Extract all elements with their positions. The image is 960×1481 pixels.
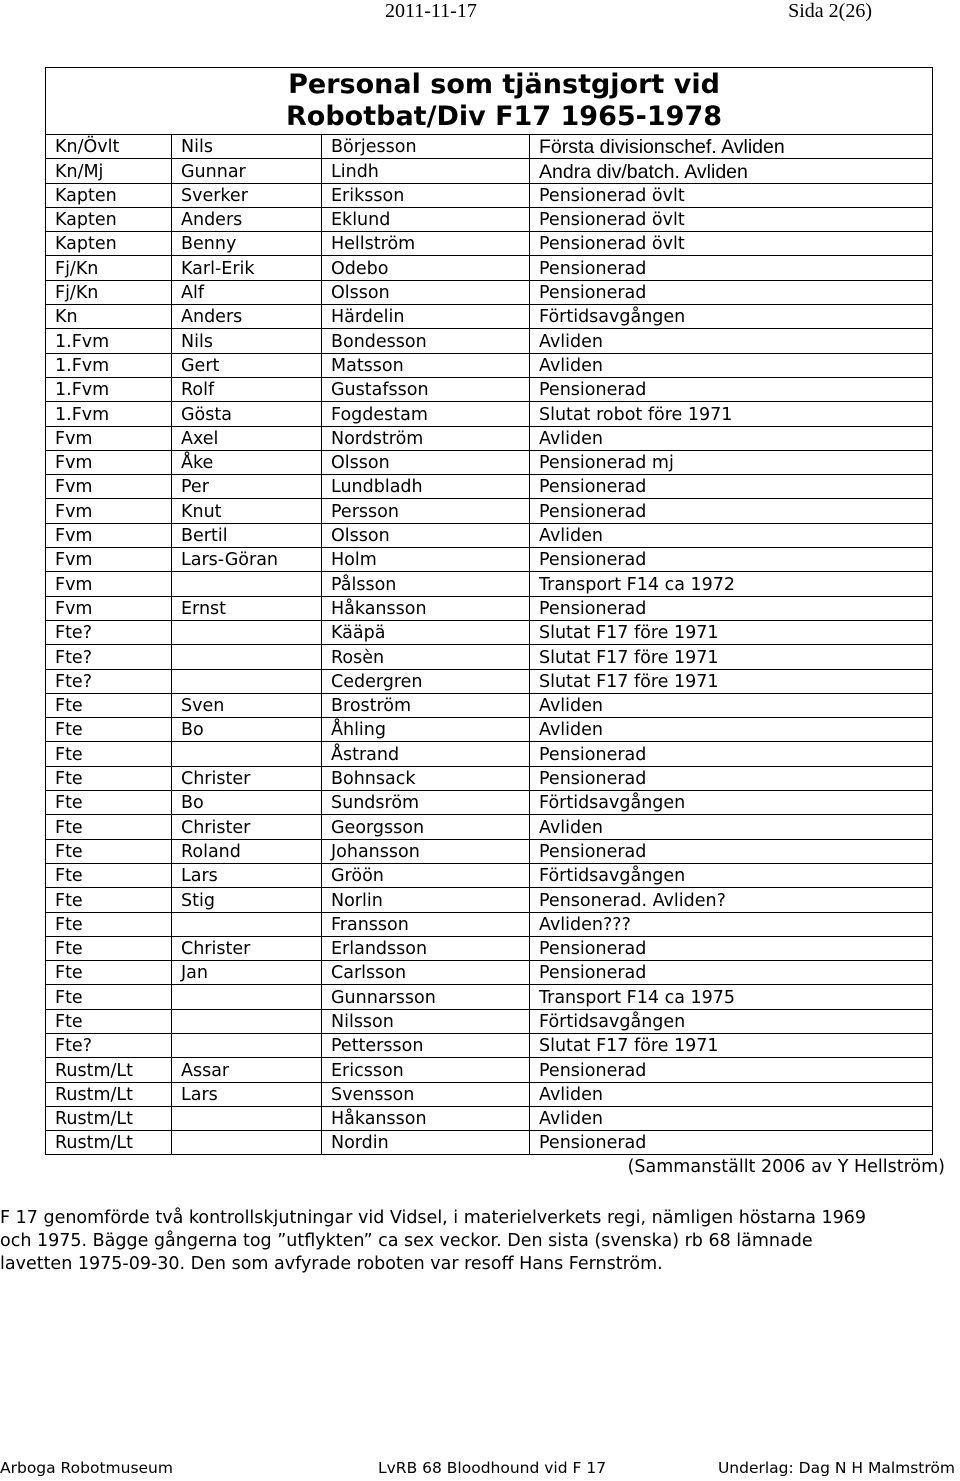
- table-row: [46, 645, 933, 669]
- cell-rank: Fvm: [46, 426, 172, 450]
- cell-note: Pensionerad: [530, 280, 933, 304]
- cell-last-name: Svensson: [322, 1082, 530, 1106]
- table-row: [46, 232, 933, 256]
- cell-first-name: [172, 912, 322, 936]
- cell-rank: Kn/Övlt: [46, 135, 172, 159]
- cell-note: Slutat F17 före 1971: [530, 1033, 933, 1057]
- cell-note: Pensonerad. Avliden?: [530, 888, 933, 912]
- cell-last-name: Fransson: [322, 912, 530, 936]
- table-row: [46, 888, 933, 912]
- cell-rank: Fte: [46, 718, 172, 742]
- cell-rank: Fte: [46, 839, 172, 863]
- table-row: [46, 936, 933, 960]
- table-row: [46, 669, 933, 693]
- cell-last-name: Kääpä: [322, 620, 530, 644]
- cell-rank: 1.Fvm: [46, 329, 172, 353]
- cell-note: Pensionerad: [530, 256, 933, 280]
- table-row: [46, 912, 933, 936]
- table-row: [46, 766, 933, 790]
- cell-rank: Fj/Kn: [46, 256, 172, 280]
- cell-note: Pensionerad: [530, 377, 933, 401]
- cell-last-name: Matsson: [322, 353, 530, 377]
- cell-note: Avliden: [530, 329, 933, 353]
- cell-rank: 1.Fvm: [46, 402, 172, 426]
- cell-last-name: Bondesson: [322, 329, 530, 353]
- table-row: [46, 693, 933, 717]
- table-row: [46, 353, 933, 377]
- footer-right: Underlag: Dag N H Malmström: [717, 1459, 955, 1477]
- table-row: [46, 718, 933, 742]
- cell-rank: Kn: [46, 305, 172, 329]
- cell-rank: Fte: [46, 766, 172, 790]
- table-row: [46, 280, 933, 304]
- cell-first-name: [172, 985, 322, 1009]
- cell-note: Slutat F17 före 1971: [530, 669, 933, 693]
- cell-rank: Fte: [46, 791, 172, 815]
- paragraph-line: och 1975. Bägge gångerna tog ”utflykten” ca sex veckor. Den sista (svenska) rb 68 lämnade: [0, 1231, 813, 1251]
- cell-first-name: Christer: [172, 815, 322, 839]
- table-row: [46, 572, 933, 596]
- table-row: [46, 839, 933, 863]
- cell-rank: Fte: [46, 742, 172, 766]
- cell-note: Pensionerad: [530, 936, 933, 960]
- table-row: [46, 1009, 933, 1033]
- cell-first-name: Nils: [172, 329, 322, 353]
- cell-note: Pensionerad: [530, 596, 933, 620]
- cell-note: Förtidsavgången: [530, 1009, 933, 1033]
- cell-first-name: Lars: [172, 863, 322, 887]
- cell-rank: Fte: [46, 863, 172, 887]
- cell-note: Pensionerad: [530, 1131, 933, 1155]
- table-row: [46, 1106, 933, 1130]
- cell-rank: Fvm: [46, 596, 172, 620]
- cell-first-name: Bertil: [172, 523, 322, 547]
- body-paragraph: [0, 1207, 960, 1276]
- table-row: [46, 863, 933, 887]
- cell-note: Pensionerad: [530, 839, 933, 863]
- table-row: [46, 305, 933, 329]
- cell-first-name: [172, 669, 322, 693]
- title-line: Robotbat/Div F17 1965-1978: [286, 101, 723, 132]
- cell-last-name: Nilsson: [322, 1009, 530, 1033]
- cell-last-name: Håkansson: [322, 1106, 530, 1130]
- cell-note: Första divisionschef. Avliden: [530, 135, 933, 159]
- cell-note: Pensionerad: [530, 961, 933, 985]
- table-row: [46, 450, 933, 474]
- cell-note: Förtidsavgången: [530, 305, 933, 329]
- cell-first-name: [172, 572, 322, 596]
- cell-note: Andra div/batch. Avliden: [530, 159, 933, 183]
- cell-rank: Rustm/Lt: [46, 1082, 172, 1106]
- cell-rank: Fvm: [46, 475, 172, 499]
- cell-last-name: Gunnarsson: [322, 985, 530, 1009]
- cell-rank: Fvm: [46, 523, 172, 547]
- cell-rank: 1.Fvm: [46, 377, 172, 401]
- cell-rank: Fvm: [46, 548, 172, 572]
- cell-note: Avliden: [530, 693, 933, 717]
- cell-note: Avliden: [530, 426, 933, 450]
- cell-note: Pensionerad övlt: [530, 183, 933, 207]
- table-row: [46, 475, 933, 499]
- table-row: [46, 256, 933, 280]
- cell-last-name: Fogdestam: [322, 402, 530, 426]
- cell-rank: Kapten: [46, 232, 172, 256]
- cell-last-name: Rosèn: [322, 645, 530, 669]
- footer-center: LvRB 68 Bloodhound vid F 17: [378, 1459, 607, 1477]
- cell-first-name: Jan: [172, 961, 322, 985]
- table-row: [46, 815, 933, 839]
- cell-note: Avliden: [530, 815, 933, 839]
- cell-last-name: Pålsson: [322, 572, 530, 596]
- cell-note: Avliden: [530, 523, 933, 547]
- cell-first-name: Benny: [172, 232, 322, 256]
- cell-last-name: Bohnsack: [322, 766, 530, 790]
- cell-last-name: Holm: [322, 548, 530, 572]
- cell-note: Pensionerad: [530, 742, 933, 766]
- compiled-by-credit: (Sammanställt 2006 av Y Hellström): [627, 1157, 945, 1177]
- cell-rank: Fte: [46, 693, 172, 717]
- paragraph-line: F 17 genomförde två kontrollskjutningar vid Vidsel, i materielverkets regi, nämligen höstarna 1969: [0, 1208, 867, 1228]
- cell-rank: Fvm: [46, 572, 172, 596]
- cell-rank: Fvm: [46, 450, 172, 474]
- personnel-table: [45, 67, 933, 1155]
- cell-first-name: [172, 645, 322, 669]
- cell-first-name: Nils: [172, 135, 322, 159]
- cell-rank: Fte: [46, 815, 172, 839]
- cell-note: Avliden???: [530, 912, 933, 936]
- page-title: [46, 68, 933, 135]
- cell-last-name: Sundsröm: [322, 791, 530, 815]
- cell-last-name: Eklund: [322, 207, 530, 231]
- cell-note: Pensionerad: [530, 548, 933, 572]
- cell-rank: Fj/Kn: [46, 280, 172, 304]
- cell-first-name: Anders: [172, 207, 322, 231]
- cell-first-name: Rolf: [172, 377, 322, 401]
- cell-last-name: Gröön: [322, 863, 530, 887]
- cell-rank: Kapten: [46, 183, 172, 207]
- cell-rank: Fte?: [46, 645, 172, 669]
- cell-note: Avliden: [530, 718, 933, 742]
- cell-note: Slutat robot före 1971: [530, 402, 933, 426]
- cell-last-name: Lundbladh: [322, 475, 530, 499]
- cell-rank: Fte?: [46, 1033, 172, 1057]
- cell-note: Avliden: [530, 1082, 933, 1106]
- table-row: [46, 1082, 933, 1106]
- cell-note: Slutat F17 före 1971: [530, 620, 933, 644]
- cell-first-name: Sven: [172, 693, 322, 717]
- cell-first-name: [172, 1106, 322, 1130]
- cell-note: Transport F14 ca 1975: [530, 985, 933, 1009]
- cell-last-name: Nordin: [322, 1131, 530, 1155]
- cell-last-name: Håkansson: [322, 596, 530, 620]
- cell-note: Avliden: [530, 1106, 933, 1130]
- cell-first-name: [172, 1131, 322, 1155]
- cell-last-name: Gustafsson: [322, 377, 530, 401]
- cell-rank: Rustm/Lt: [46, 1131, 172, 1155]
- cell-last-name: Broström: [322, 693, 530, 717]
- paragraph-line: lavetten 1975-09-30. Den som avfyrade roboten var resoff Hans Fernström.: [0, 1254, 663, 1274]
- cell-rank: Fte?: [46, 620, 172, 644]
- cell-last-name: Odebo: [322, 256, 530, 280]
- cell-last-name: Persson: [322, 499, 530, 523]
- table-row: [46, 548, 933, 572]
- cell-first-name: Christer: [172, 936, 322, 960]
- cell-first-name: Lars-Göran: [172, 548, 322, 572]
- cell-last-name: Olsson: [322, 280, 530, 304]
- table-row: [46, 377, 933, 401]
- table-row: [46, 523, 933, 547]
- table-row: [46, 329, 933, 353]
- cell-first-name: Bo: [172, 718, 322, 742]
- cell-first-name: [172, 1033, 322, 1057]
- cell-first-name: Ernst: [172, 596, 322, 620]
- cell-first-name: Gösta: [172, 402, 322, 426]
- cell-first-name: Roland: [172, 839, 322, 863]
- cell-last-name: Lindh: [322, 159, 530, 183]
- table-row: [46, 159, 933, 183]
- cell-rank: Fte?: [46, 669, 172, 693]
- cell-rank: Fte: [46, 936, 172, 960]
- table-row: [46, 1131, 933, 1155]
- cell-note: Slutat F17 före 1971: [530, 645, 933, 669]
- cell-rank: Fte: [46, 961, 172, 985]
- header-page-number: Sida 2(26): [788, 0, 872, 22]
- table-row: [46, 961, 933, 985]
- cell-first-name: Åke: [172, 450, 322, 474]
- table-row: [46, 985, 933, 1009]
- cell-last-name: Härdelin: [322, 305, 530, 329]
- table-row: [46, 596, 933, 620]
- cell-last-name: Olsson: [322, 523, 530, 547]
- cell-note: Förtidsavgången: [530, 863, 933, 887]
- header-date: 2011-11-17: [385, 0, 477, 22]
- cell-last-name: Eriksson: [322, 183, 530, 207]
- cell-first-name: Axel: [172, 426, 322, 450]
- cell-first-name: Knut: [172, 499, 322, 523]
- cell-note: Pensionerad: [530, 1058, 933, 1082]
- table-row: [46, 499, 933, 523]
- table-row: [46, 426, 933, 450]
- cell-first-name: Lars: [172, 1082, 322, 1106]
- cell-rank: Fte: [46, 912, 172, 936]
- cell-note: Pensionerad: [530, 499, 933, 523]
- cell-rank: 1.Fvm: [46, 353, 172, 377]
- cell-last-name: Norlin: [322, 888, 530, 912]
- cell-note: Avliden: [530, 353, 933, 377]
- table-row: [46, 207, 933, 231]
- table-title-row: [46, 68, 933, 135]
- cell-rank: Kapten: [46, 207, 172, 231]
- cell-last-name: Åhling: [322, 718, 530, 742]
- cell-rank: Fte: [46, 1009, 172, 1033]
- cell-first-name: Gert: [172, 353, 322, 377]
- cell-first-name: Bo: [172, 791, 322, 815]
- cell-first-name: Anders: [172, 305, 322, 329]
- cell-note: Pensionerad: [530, 766, 933, 790]
- cell-last-name: Pettersson: [322, 1033, 530, 1057]
- cell-note: Pensionerad: [530, 475, 933, 499]
- cell-last-name: Ericsson: [322, 1058, 530, 1082]
- table-row: [46, 135, 933, 159]
- cell-rank: Fte: [46, 985, 172, 1009]
- cell-first-name: Christer: [172, 766, 322, 790]
- cell-first-name: Karl-Erik: [172, 256, 322, 280]
- cell-last-name: Olsson: [322, 450, 530, 474]
- cell-note: Pensionerad övlt: [530, 232, 933, 256]
- cell-last-name: Börjesson: [322, 135, 530, 159]
- table-row: [46, 183, 933, 207]
- cell-first-name: Assar: [172, 1058, 322, 1082]
- table-row: [46, 620, 933, 644]
- table-row: [46, 1033, 933, 1057]
- table-row: [46, 1058, 933, 1082]
- cell-first-name: [172, 620, 322, 644]
- cell-note: Förtidsavgången: [530, 791, 933, 815]
- cell-first-name: Gunnar: [172, 159, 322, 183]
- cell-rank: Rustm/Lt: [46, 1058, 172, 1082]
- cell-first-name: Sverker: [172, 183, 322, 207]
- cell-first-name: [172, 742, 322, 766]
- cell-first-name: [172, 1009, 322, 1033]
- cell-rank: Fte: [46, 888, 172, 912]
- table-row: [46, 791, 933, 815]
- cell-first-name: Alf: [172, 280, 322, 304]
- cell-rank: Kn/Mj: [46, 159, 172, 183]
- cell-last-name: Åstrand: [322, 742, 530, 766]
- cell-last-name: Cedergren: [322, 669, 530, 693]
- cell-first-name: Per: [172, 475, 322, 499]
- title-line: Personal som tjänstgjort vid: [288, 69, 720, 100]
- cell-last-name: Johansson: [322, 839, 530, 863]
- cell-last-name: Erlandsson: [322, 936, 530, 960]
- cell-rank: Rustm/Lt: [46, 1106, 172, 1130]
- cell-first-name: Stig: [172, 888, 322, 912]
- cell-last-name: Carlsson: [322, 961, 530, 985]
- cell-last-name: Hellström: [322, 232, 530, 256]
- cell-note: Transport F14 ca 1972: [530, 572, 933, 596]
- cell-note: Pensionerad mj: [530, 450, 933, 474]
- cell-last-name: Georgsson: [322, 815, 530, 839]
- cell-last-name: Nordström: [322, 426, 530, 450]
- cell-rank: Fvm: [46, 499, 172, 523]
- footer-left: Arboga Robotmuseum: [0, 1459, 173, 1477]
- table-row: [46, 402, 933, 426]
- cell-note: Pensionerad övlt: [530, 207, 933, 231]
- table-row: [46, 742, 933, 766]
